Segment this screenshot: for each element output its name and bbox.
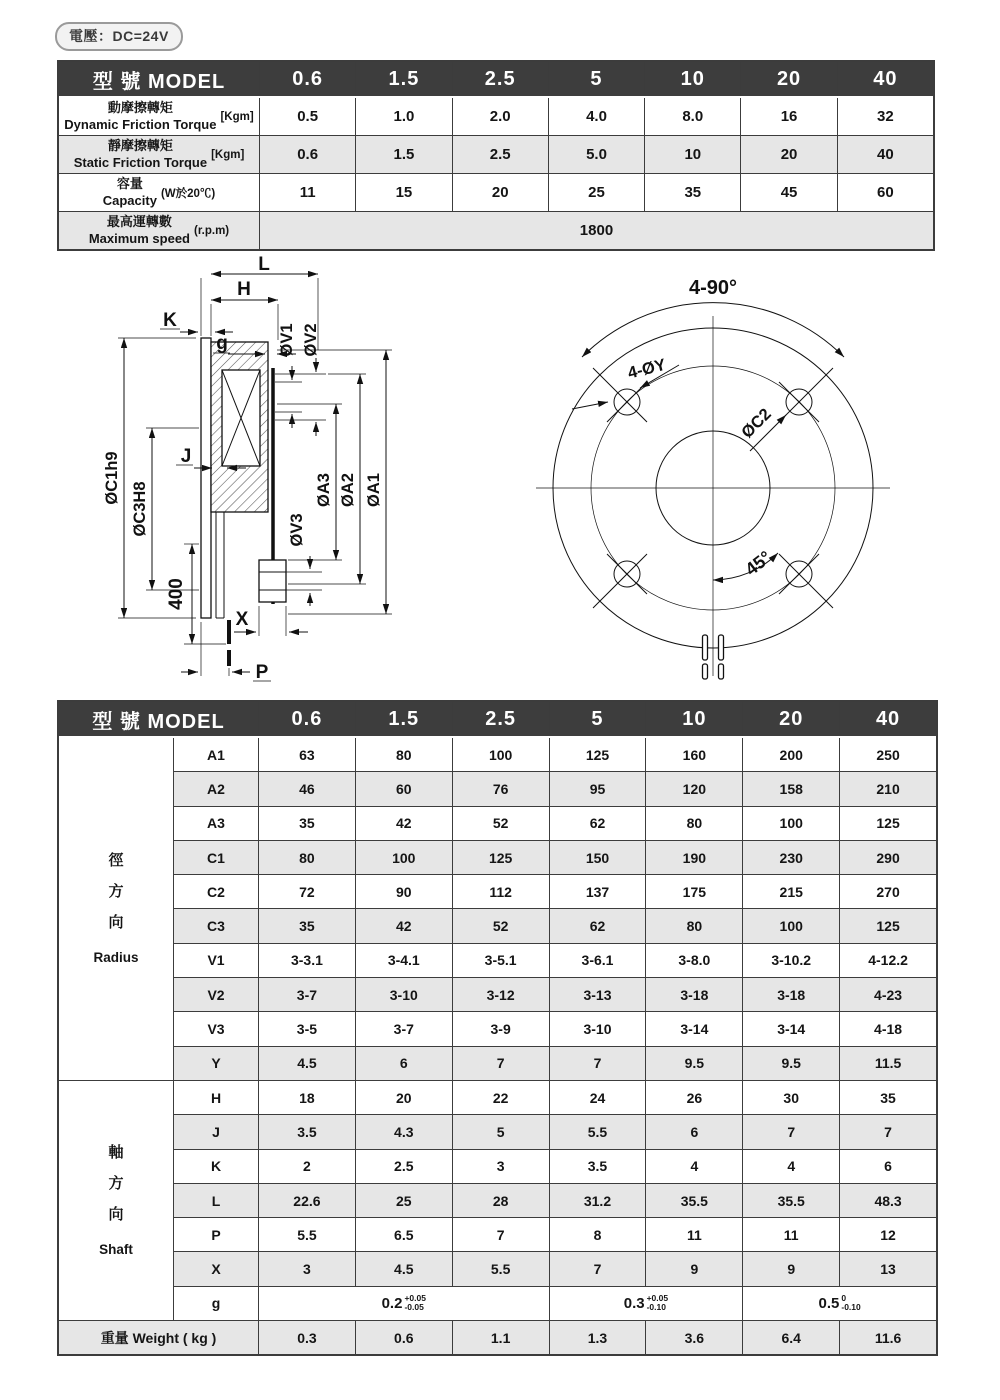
dim-value: 5.5 [453,1252,549,1285]
spec-value: 0.5 [260,98,355,135]
dim-value: 9 [646,1252,742,1285]
dim-value: 4.5 [356,1252,452,1285]
dim-value: 3.5 [259,1115,355,1148]
spec-value: 45 [741,174,836,211]
dim-label-J: J [180,446,192,467]
dim-value: 60 [356,772,452,805]
dim-value: 80 [356,738,452,771]
dim-value: 2 [259,1150,355,1183]
dim-value: 3-6.1 [550,944,646,977]
dim-value: 11 [646,1218,742,1251]
dim-value: 2.5 [356,1150,452,1183]
dim-value: 80 [646,909,742,942]
dim-value: 3-10.2 [743,944,839,977]
row-label-zh: 靜摩擦轉矩 [107,138,173,154]
dim-value: 3-4.1 [356,944,452,977]
dim-value: 250 [840,738,936,771]
dim-value: 42 [356,807,452,840]
dim-row-label: C3 [174,909,258,942]
dim-value: 190 [646,841,742,874]
spec-value: 40 [838,136,933,173]
model-header-label: 型 號 MODEL [59,62,259,96]
model-column-header: 10 [645,62,740,96]
spec-value: 2.0 [453,98,548,135]
tolerance-lower: -0.05 [404,1302,424,1313]
dim-row-label: C1 [174,841,258,874]
row-label-en: Maximum speed [88,230,190,246]
dim-value: 4 [646,1150,742,1183]
tolerance-upper: +0.05 [404,1293,426,1304]
front-view-dimensions [572,277,844,580]
dim-value: 158 [743,772,839,805]
spec-merged-value: 1800 [260,212,933,249]
dim-value: 4.3 [356,1115,452,1148]
row-label-zh: 最高運轉數 [106,214,172,230]
model-header-label: 型 號 MODEL [59,702,258,736]
dim-value: 230 [743,841,839,874]
spec-table-header [59,62,933,96]
dim-label-A2: ØA2 [339,473,357,507]
spec-value: 0.6 [260,136,355,173]
spec-value: 16 [741,98,836,135]
spec-row-label [59,136,259,173]
dim-value: 6 [646,1115,742,1148]
dimension-table-body [59,738,936,1354]
dim-value: 48.3 [840,1184,936,1217]
lead-wire [227,620,231,644]
model-column-header: 10 [646,702,742,736]
group-label-zh: 方 [108,1174,124,1192]
weight-value: 6.4 [743,1321,839,1354]
dim-value: 7 [550,1252,646,1285]
dim-value: 7 [743,1115,839,1148]
spec-value: 20 [453,174,548,211]
dim-value: 52 [453,909,549,942]
dim-row-label: J [174,1115,258,1148]
dim-value: 5 [453,1115,549,1148]
weight-value: 0.3 [259,1321,355,1354]
dim-value: 125 [550,738,646,771]
dim-value: 62 [550,807,646,840]
model-column-header: 20 [743,702,839,736]
dim-value: 95 [550,772,646,805]
dim-value: 100 [356,841,452,874]
lead-wire [227,650,231,666]
dim-value: 3-18 [743,978,839,1011]
spec-value: 4.0 [549,98,644,135]
dim-value: 25 [356,1184,452,1217]
weight-row-label: 重量 Weight ( kg ) [59,1321,258,1354]
group-label-zh: 向 [108,913,124,931]
dim-value: 35.5 [743,1184,839,1217]
dim-value: 9.5 [743,1047,839,1080]
spec-table [57,60,935,251]
dim-value: 3-3.1 [259,944,355,977]
dim-value: 7 [453,1047,549,1080]
dim-value: 3-5.1 [453,944,549,977]
dim-value: 12 [840,1218,936,1251]
dim-label-H: H [237,279,251,300]
dim-value: 28 [453,1184,549,1217]
tolerance-lower: -0.10 [841,1302,861,1313]
dim-value: 3-9 [453,1012,549,1045]
dim-value: 3-12 [453,978,549,1011]
dim-value: 160 [646,738,742,771]
dim-label-V1: ØV1 [278,323,296,357]
dim-value: 100 [743,909,839,942]
dim-value: 3 [259,1252,355,1285]
dim-value: 3-10 [550,1012,646,1045]
dim-value: 9 [743,1252,839,1285]
dim-value: 22 [453,1081,549,1114]
dim-value: 290 [840,841,936,874]
dim-row-label: V1 [174,944,258,977]
dim-value: 215 [743,875,839,908]
weight-value: 3.6 [646,1321,742,1354]
dim-value: 120 [646,772,742,805]
group-label-zh: 軸 [108,1143,124,1161]
spec-value: 25 [549,174,644,211]
dim-value: 76 [453,772,549,805]
dim-value: 4.5 [259,1047,355,1080]
dim-value: 22.6 [259,1184,355,1217]
dim-value: 30 [743,1081,839,1114]
spec-value: 35 [645,174,740,211]
model-column-header: 2.5 [453,62,548,96]
side-view-drawing [96,254,441,696]
lead-terminal [719,635,724,660]
dim-row-label: P [174,1218,258,1251]
dim-label-P: P [255,662,269,683]
dim-value: 80 [646,807,742,840]
model-column-header: 40 [838,62,933,96]
lead-terminal [703,635,708,660]
group-label-zh: 向 [108,1205,124,1223]
dim-value: 3 [453,1150,549,1183]
dim-value: 35 [259,807,355,840]
dim-value: 4-23 [840,978,936,1011]
dim-row-label: A3 [174,807,258,840]
weight-value: 11.6 [840,1321,936,1354]
dim-value: 26 [646,1081,742,1114]
dim-value: 6 [356,1047,452,1080]
gap-tolerance-cell [550,1287,743,1320]
weight-value: 1.3 [550,1321,646,1354]
dim-label-L: L [258,254,270,275]
group-shaft [59,1081,173,1320]
spec-row-label [59,98,259,135]
dim-value: 6 [840,1150,936,1183]
row-unit: (r.p.m) [194,224,230,237]
bolt-hole [593,554,647,608]
model-column-header: 0.6 [260,62,355,96]
lead-terminal [719,664,724,679]
weight-value: 0.6 [356,1321,452,1354]
dim-value: 35 [259,909,355,942]
tolerance-value: 0.3 [623,1294,645,1312]
dim-value: 80 [259,841,355,874]
dim-row-label: K [174,1150,258,1183]
spec-value: 11 [260,174,355,211]
dim-value: 3.5 [550,1150,646,1183]
model-column-header: 2.5 [453,702,549,736]
dim-label-V3: ØV3 [288,513,306,547]
dim-label-bolt-circle: ØC2 [738,405,775,442]
dim-label-g: g [216,333,228,354]
dim-label-C1: ØC1h9 [103,451,121,505]
dim-value: 137 [550,875,646,908]
dim-value: 150 [550,841,646,874]
dim-value: 3-18 [646,978,742,1011]
dim-row-label: V3 [174,1012,258,1045]
dim-label-A1: ØA1 [365,473,383,507]
dim-value: 3-7 [259,978,355,1011]
dim-row-label: Y [174,1047,258,1080]
dim-row-label: H [174,1081,258,1114]
row-label-zh: 動摩擦轉矩 [107,100,173,116]
model-column-header: 1.5 [356,62,451,96]
dim-value: 7 [550,1047,646,1080]
row-label-en: Static Friction Torque [73,154,208,170]
dim-value: 31.2 [550,1184,646,1217]
dim-row-label: A1 [174,738,258,771]
dim-value: 8 [550,1218,646,1251]
model-column-header: 5 [549,62,644,96]
dim-value: 24 [550,1081,646,1114]
dim-value: 62 [550,909,646,942]
dim-value: 4-12.2 [840,944,936,977]
spec-value: 5.0 [549,136,644,173]
dimension-table-header [59,702,936,736]
clutch-face [536,316,890,679]
model-column-header: 5 [550,702,646,736]
dim-value: 3-5 [259,1012,355,1045]
dim-label-C3: ØC3H8 [131,481,149,537]
dim-value: 100 [453,738,549,771]
spec-value: 1.5 [356,136,451,173]
dim-row-label: V2 [174,978,258,1011]
dim-row-label: A2 [174,772,258,805]
dim-label-X: X [235,609,249,630]
dim-value: 3-10 [356,978,452,1011]
group-label-en: Radius [93,949,139,965]
dim-value: 35 [840,1081,936,1114]
dim-value: 18 [259,1081,355,1114]
model-column-header: 1.5 [356,702,452,736]
spec-value: 15 [356,174,451,211]
spec-value: 2.5 [453,136,548,173]
dim-value: 4 [743,1150,839,1183]
dim-value: 52 [453,807,549,840]
dim-value: 5.5 [550,1115,646,1148]
tolerance-value: 0.2 [381,1294,403,1312]
dim-value: 200 [743,738,839,771]
dim-value: 3-13 [550,978,646,1011]
dim-label-lead-length: 400 [166,578,187,610]
dim-label-bolt-angle: 4-90° [688,277,738,299]
dim-value: 3-8.0 [646,944,742,977]
dim-value: 125 [840,909,936,942]
dim-row-label: L [174,1184,258,1217]
spec-row-label [59,174,259,211]
dim-row-label: g [174,1287,258,1320]
dim-value: 210 [840,772,936,805]
dim-value: 112 [453,875,549,908]
spec-value: 60 [838,174,933,211]
row-unit: (W於20℃) [160,187,216,200]
dim-label-hole-angle: 45° [741,547,776,580]
voltage-badge: 電壓：DC=24V [55,22,183,51]
tolerance-lower: -0.10 [646,1302,666,1313]
dim-value: 6.5 [356,1218,452,1251]
group-label-zh: 徑 [108,851,124,869]
dim-value: 7 [453,1218,549,1251]
row-unit: [Kgm] [211,148,245,161]
dimension-table [57,700,938,1356]
row-label-en: Dynamic Friction Torque [64,116,217,132]
row-unit: [Kgm] [220,110,254,123]
bolt-hole [779,554,833,608]
model-column-header: 20 [741,62,836,96]
spec-row-label [59,212,259,249]
dim-value: 100 [743,807,839,840]
gap-tolerance-cell [259,1287,549,1320]
dim-row-label: C2 [174,875,258,908]
lead-terminal [703,664,708,679]
dim-value: 13 [840,1252,936,1285]
dim-value: 175 [646,875,742,908]
dim-value: 20 [356,1081,452,1114]
dim-value: 125 [840,807,936,840]
tolerance-upper: 0 [841,1293,847,1304]
dim-value: 9.5 [646,1047,742,1080]
tolerance-upper: +0.05 [646,1293,669,1304]
dim-value: 3-7 [356,1012,452,1045]
dim-value: 270 [840,875,936,908]
dim-label-A3: ØA3 [315,473,333,507]
spec-value: 32 [838,98,933,135]
gap-tolerance-cell [743,1287,936,1320]
group-label-zh: 方 [108,882,124,900]
dim-value: 3-14 [646,1012,742,1045]
model-column-header: 40 [840,702,936,736]
group-label-en: Shaft [99,1241,133,1257]
dim-label-bolt-holes: 4-ØY [625,355,668,383]
spec-value: 20 [741,136,836,173]
dim-value: 7 [840,1115,936,1148]
spec-value: 1.0 [356,98,451,135]
model-column-header: 0.6 [259,702,355,736]
group-radius [59,738,173,1080]
dim-row-label: X [174,1252,258,1285]
dim-value: 125 [453,841,549,874]
row-label-en: Capacity [102,192,157,208]
dim-value: 35.5 [646,1184,742,1217]
dim-value: 72 [259,875,355,908]
front-view-drawing [528,258,938,688]
row-label-zh: 容量 [116,176,143,192]
dim-label-V2: ØV2 [302,323,320,357]
tolerance-value: 0.5 [818,1294,840,1312]
dim-value: 4-18 [840,1012,936,1045]
dim-value: 11.5 [840,1047,936,1080]
dim-value: 46 [259,772,355,805]
dim-value: 42 [356,909,452,942]
dim-value: 63 [259,738,355,771]
dim-value: 11 [743,1218,839,1251]
bolt-hole [779,368,833,422]
spec-value: 10 [645,136,740,173]
dim-value: 90 [356,875,452,908]
spec-value: 8.0 [645,98,740,135]
dim-value: 5.5 [259,1218,355,1251]
weight-value: 1.1 [453,1321,549,1354]
dim-label-K: K [163,310,177,331]
dim-value: 3-14 [743,1012,839,1045]
spec-table-body [59,98,933,249]
